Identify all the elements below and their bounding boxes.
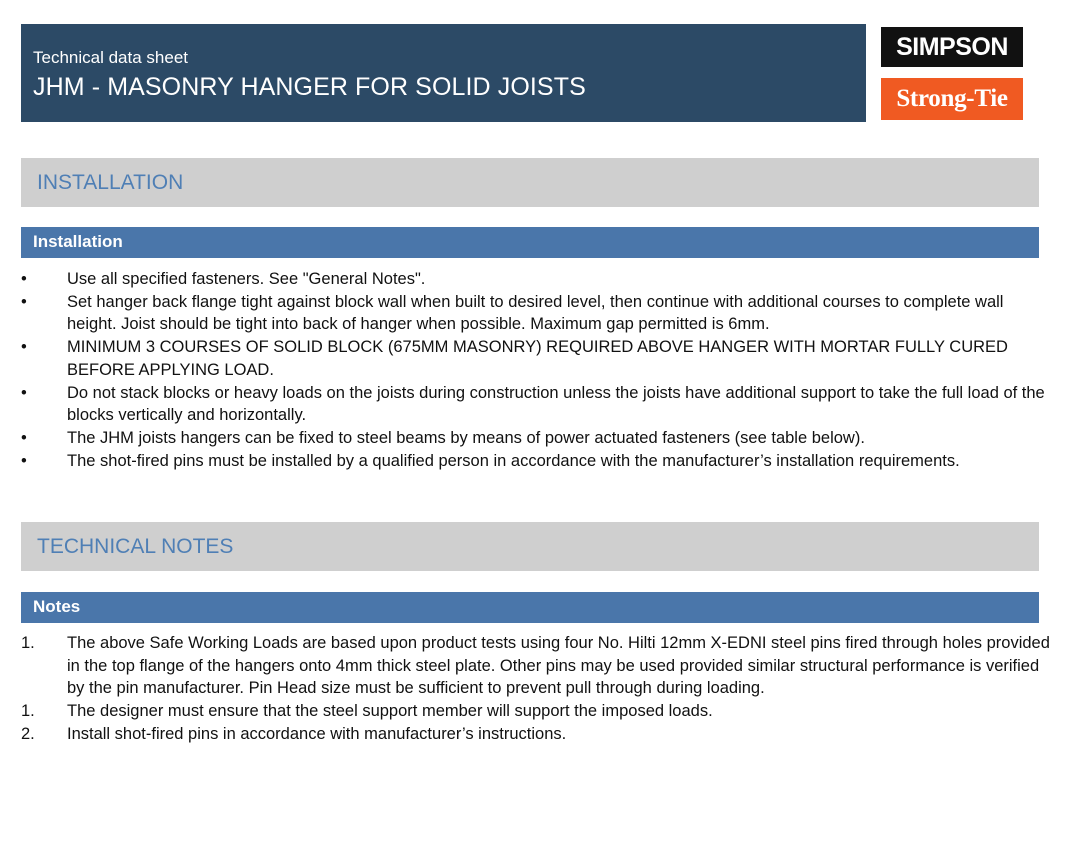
header-band xyxy=(21,24,866,122)
list-item xyxy=(21,336,1051,381)
bullet-marker: • xyxy=(21,338,27,357)
list-item-text: Use all specified fasteners. See "General Notes". xyxy=(67,270,426,288)
list-item xyxy=(21,450,1051,473)
document-title: JHM - MASONRY HANGER FOR SOLID JOISTS xyxy=(33,73,586,101)
bullet-marker: • xyxy=(21,292,27,311)
logo-strong-tie-text: Strong-Tie xyxy=(881,78,1023,120)
document-type: Technical data sheet xyxy=(33,48,188,67)
subsection-title-notes: Notes xyxy=(21,592,1039,623)
list-item-text: The designer must ensure that the steel support member will support the imposed loads. xyxy=(67,702,713,721)
number-marker: 1. xyxy=(21,702,35,721)
number-marker: 1. xyxy=(21,634,35,652)
list-item-text: Set hanger back flange tight against block wall when built to desired level, then continue with additional courses to complete wall height. Joist should be tight into back of hanger when possible. Maximum gap permitted is 6mm. xyxy=(67,292,1004,334)
bullet-marker: • xyxy=(21,451,27,470)
section-title-installation: INSTALLATION xyxy=(21,158,1039,207)
notes-list xyxy=(21,632,1051,746)
bullet-marker: • xyxy=(21,270,27,288)
list-item xyxy=(21,291,1051,336)
list-item xyxy=(21,632,1051,700)
bullet-marker: • xyxy=(21,428,27,447)
installation-list xyxy=(21,268,1051,472)
list-item xyxy=(21,382,1051,427)
list-item xyxy=(21,427,1051,450)
subsection-title-installation: Installation xyxy=(21,227,1039,258)
list-item xyxy=(21,268,1051,291)
number-marker: 2. xyxy=(21,724,35,743)
section-title-technical-notes: TECHNICAL NOTES xyxy=(21,522,1039,571)
list-item-text: The above Safe Working Loads are based upon product tests using four No. Hilti 12mm X-EDNI steel pins fired through holes provided in the top flange of the hangers onto 4mm thick steel plate. Other pins may be used provided similar structural performance is verified by the pin manufacturer. Pin Head size must be sufficient to prevent pull through during loading. xyxy=(67,634,1050,698)
list-item xyxy=(21,700,1051,723)
list-item-text: The shot-fired pins must be installed by a qualified person in accordance with the manufacturer’s installation requirements. xyxy=(67,451,960,470)
list-item-text: MINIMUM 3 COURSES OF SOLID BLOCK (675MM MASONRY) REQUIRED ABOVE HANGER WITH MORTAR FULLY CURED BEFORE APPLYING LOAD. xyxy=(67,338,1008,379)
simpson-strong-tie-logo xyxy=(881,27,1023,120)
list-item-text: Install shot-fired pins in accordance with manufacturer’s instructions. xyxy=(67,724,567,743)
bullet-marker: • xyxy=(21,383,27,402)
logo-simpson-text: SIMPSON xyxy=(881,27,1023,67)
list-item-text: The JHM joists hangers can be fixed to steel beams by means of power actuated fasteners (see table below). xyxy=(67,428,865,447)
list-item-text: Do not stack blocks or heavy loads on the joists during construction unless the joists have additional support to take the full load of the blocks vertically and horizontally. xyxy=(67,383,1045,425)
list-item xyxy=(21,723,1051,746)
